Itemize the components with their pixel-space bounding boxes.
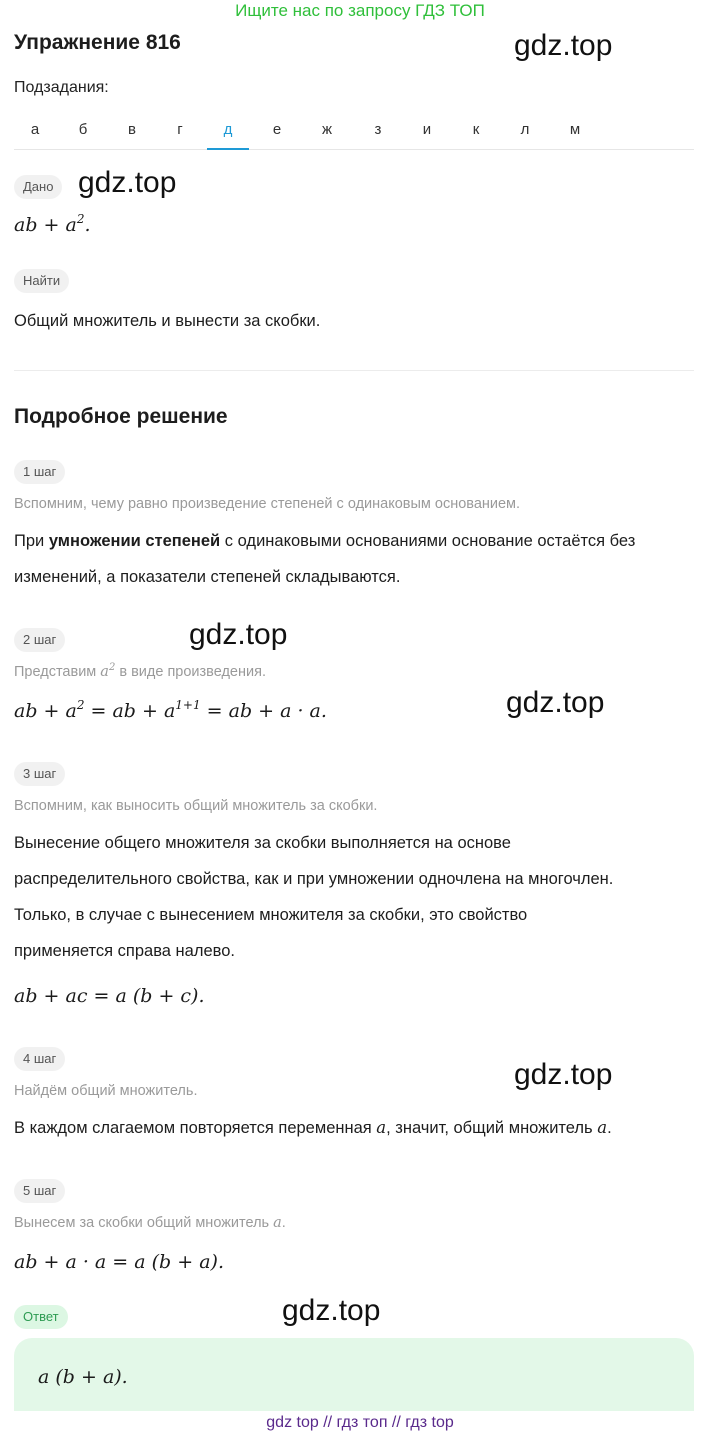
top-banner: Ищите нас по запросу ГДЗ ТОП: [235, 1, 485, 20]
step-5-hint: Вынесем за скобки общий множитель a.: [14, 1215, 286, 1231]
step-3-line-4: применяется справа налево.: [14, 942, 235, 960]
step-1-chip: 1 шаг: [14, 460, 65, 484]
watermark-2: gdz.top: [78, 166, 177, 199]
watermark-1: gdz.top: [514, 29, 613, 62]
step-4-hint: Найдём общий множитель.: [14, 1083, 198, 1099]
tab-e[interactable]: е: [272, 121, 282, 138]
step-1-hint: Вспомним, чему равно произведение степеней с одинаковым основанием.: [14, 496, 521, 512]
given-chip: Дано: [14, 175, 62, 199]
find-chip: Найти: [14, 269, 69, 293]
tab-m[interactable]: м: [569, 121, 581, 138]
answer-box: [14, 1338, 694, 1411]
tab-b[interactable]: б: [78, 121, 88, 138]
tab-l[interactable]: л: [520, 121, 530, 138]
step-3-expression: ab + ac = a (b + c).: [14, 985, 205, 1007]
step-2-hint: Представим $a^2$ в виде произведения.: [14, 662, 266, 680]
watermark-5: gdz.top: [514, 1058, 613, 1091]
tab-a[interactable]: а: [30, 121, 40, 138]
solution-title: Подробное решение: [14, 405, 228, 428]
watermark-3: gdz.top: [189, 618, 288, 651]
step-3-line-1: Вынесение общего множителя за скобки выполняется на основе: [14, 834, 511, 852]
answer-chip: Ответ: [14, 1305, 68, 1329]
step-2-expression: ab + $a^2$ = ab + $a^{1+1}$ = ab + a · a.: [14, 698, 327, 722]
tab-g[interactable]: г: [177, 121, 183, 138]
step-3-line-2: распределительного свойства, как и при умножении одночлена на многочлен.: [14, 870, 614, 888]
tab-zh[interactable]: ж: [321, 121, 333, 138]
page-title: Упражнение 816: [14, 31, 181, 54]
given-expression: ab + $a^2$.: [14, 212, 91, 236]
step-5-chip: 5 шаг: [14, 1179, 65, 1203]
step-3-chip: 3 шаг: [14, 762, 65, 786]
step-4-chip: 4 шаг: [14, 1047, 65, 1071]
tab-z[interactable]: з: [374, 121, 382, 138]
step-3-line-3: Только, в случае с вынесением множителя за скобки, это свойство: [14, 906, 528, 924]
find-text: Общий множитель и вынести за скобки.: [14, 312, 321, 330]
watermark-4: gdz.top: [506, 686, 605, 719]
tab-k[interactable]: к: [472, 121, 480, 138]
subtask-tabs: [14, 112, 694, 150]
watermark-6: gdz.top: [282, 1294, 381, 1327]
subtasks-label: Подзадания:: [14, 79, 109, 96]
step-1-text: При умножении степеней с одинаковыми основаниями основание остаётся без изменений, а показатели степеней складываются.: [14, 532, 636, 586]
answer-expression: a (b + a).: [38, 1366, 128, 1388]
step-5-expression: ab + a · a = a (b + a).: [14, 1251, 224, 1273]
divider: [14, 370, 694, 371]
tab-d[interactable]: д: [207, 112, 249, 150]
step-4-text: В каждом слагаемом повторяется переменная a, значит, общий множитель a.: [14, 1118, 612, 1137]
footer-links[interactable]: gdz top // гдз топ // гдз top: [0, 1411, 720, 1438]
tab-v[interactable]: в: [128, 121, 136, 138]
step-3-hint: Вспомним, как выносить общий множитель за скобки.: [14, 798, 378, 814]
tab-i[interactable]: и: [422, 121, 432, 138]
step-2-chip: 2 шаг: [14, 628, 65, 652]
